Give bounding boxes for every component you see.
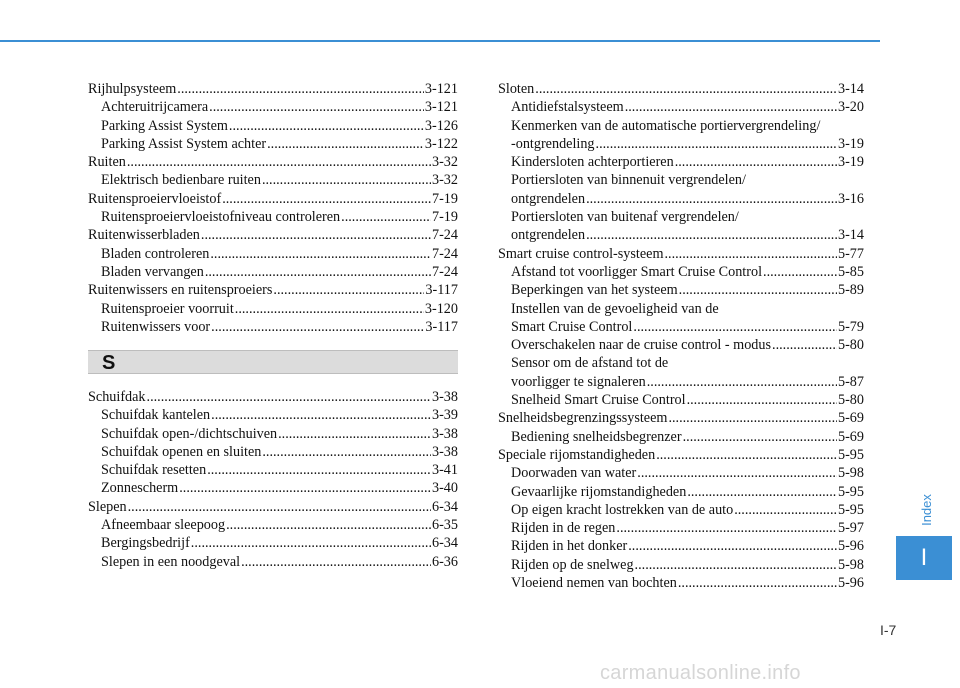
index-entry-page: 7-24 bbox=[431, 263, 458, 280]
leader-dots bbox=[241, 553, 431, 571]
index-subentry bbox=[498, 556, 864, 574]
index-entry-text: Ruitensproeiervloeistof bbox=[88, 190, 222, 207]
index-entry-text: Smart Cruise Control bbox=[511, 318, 633, 335]
index-entry bbox=[498, 245, 864, 263]
index-entry bbox=[88, 226, 458, 244]
index-entry-line bbox=[511, 190, 864, 208]
index-entry-text: Ruitenwissers en ruitensproeiers bbox=[88, 282, 273, 299]
index-subentry bbox=[498, 336, 864, 354]
index-subentry bbox=[88, 300, 458, 318]
index-entry-page: 5-95 bbox=[837, 446, 864, 463]
section-letter-bar bbox=[88, 350, 458, 374]
index-entry-text: Rijden op de snelweg bbox=[511, 556, 634, 573]
index-entry-page: 5-89 bbox=[837, 282, 864, 299]
index-entry-page: 5-97 bbox=[837, 520, 864, 537]
index-entry-page: 3-117 bbox=[425, 318, 458, 335]
index-subentry bbox=[88, 98, 458, 116]
index-entry-page: 6-36 bbox=[431, 553, 458, 570]
index-entry-text: Afneembaar sleepoog bbox=[101, 517, 226, 534]
leader-dots bbox=[205, 263, 431, 281]
index-entry-text: Overschakelen naar de cruise control - modus bbox=[511, 337, 772, 354]
index-entry-line bbox=[511, 373, 864, 391]
index-entry-page: 3-20 bbox=[837, 99, 864, 116]
leader-dots bbox=[687, 483, 837, 501]
index-entry-text: Bladen vervangen bbox=[101, 263, 204, 280]
index-subentry bbox=[88, 425, 458, 443]
leader-dots bbox=[210, 245, 431, 263]
index-entry bbox=[88, 281, 458, 299]
index-list-s-section bbox=[88, 388, 458, 571]
index-entry-line bbox=[511, 135, 864, 153]
index-entry-page: 5-95 bbox=[837, 501, 864, 518]
index-subentry bbox=[88, 461, 458, 479]
index-entry-text: Slepen in een noodgeval bbox=[101, 553, 241, 570]
index-entry-text-first-line: Instellen van de gevoeligheid van de bbox=[511, 300, 719, 317]
index-entry-page: 5-69 bbox=[837, 410, 864, 427]
side-tab-letter[interactable]: I bbox=[896, 536, 952, 580]
index-entry bbox=[498, 208, 864, 245]
index-entry-text: Sloten bbox=[498, 81, 535, 97]
index-entry-page: 3-14 bbox=[837, 227, 864, 244]
index-entry-page: 6-34 bbox=[431, 498, 458, 515]
leader-dots bbox=[535, 80, 837, 98]
index-entry-text: Antidiefstalsysteem bbox=[511, 99, 624, 116]
index-entry bbox=[498, 409, 864, 427]
index-entry-text: Ruitensproeiervloeistofniveau controleren bbox=[101, 209, 341, 226]
index-entry-page: 3-19 bbox=[837, 135, 864, 152]
index-entry-text: Ruitensproeier voorruit bbox=[101, 300, 234, 317]
index-entry-text: Bergingsbedrijf bbox=[101, 535, 190, 552]
index-entry-text-first-line: Portiersloten van buitenaf vergrendelen/ bbox=[511, 209, 739, 226]
leader-dots bbox=[191, 534, 431, 552]
index-entry-text: Rijhulpsysteem bbox=[88, 81, 177, 97]
leader-dots bbox=[222, 190, 431, 208]
leader-dots bbox=[664, 245, 837, 263]
index-entry-page: 5-79 bbox=[837, 318, 864, 335]
index-entry-text: Schuifdak bbox=[88, 389, 146, 405]
index-entry-page: 3-32 bbox=[431, 154, 458, 171]
leader-dots bbox=[262, 171, 431, 189]
index-subentry bbox=[88, 443, 458, 461]
index-entry-text-first-line: Portiersloten van binnenuit vergrendelen/ bbox=[511, 172, 746, 189]
leader-dots bbox=[128, 498, 431, 516]
index-list-right bbox=[498, 80, 864, 592]
index-subentry bbox=[88, 318, 458, 336]
leader-dots bbox=[679, 281, 837, 299]
leader-dots bbox=[201, 226, 431, 244]
leader-dots bbox=[229, 117, 424, 135]
leader-dots bbox=[633, 318, 837, 336]
index-entry-text: Speciale rijomstandigheden bbox=[498, 446, 656, 463]
index-entry-text: Ruitenwissers voor bbox=[101, 318, 211, 335]
leader-dots bbox=[675, 153, 837, 171]
index-subentry bbox=[88, 245, 458, 263]
index-subentry bbox=[88, 208, 458, 226]
leader-dots bbox=[177, 80, 424, 98]
index-entry-page: 3-40 bbox=[431, 480, 458, 497]
leader-dots bbox=[267, 135, 424, 153]
leader-dots bbox=[596, 135, 837, 153]
index-subentry bbox=[88, 553, 458, 571]
index-subentry bbox=[88, 263, 458, 281]
index-entry bbox=[498, 171, 864, 208]
index-entry-line bbox=[511, 226, 864, 244]
index-entry-text: Schuifdak resetten bbox=[101, 462, 207, 479]
leader-dots bbox=[211, 406, 431, 424]
index-entry-text: Schuifdak open-/dichtschuiven bbox=[101, 425, 278, 442]
index-entry-page: 7-19 bbox=[431, 209, 458, 226]
index-entry-text-first-line: Kenmerken van de automatische portiervergrendeling/ bbox=[511, 117, 821, 134]
header-rule bbox=[0, 40, 880, 42]
index-column-left bbox=[88, 80, 458, 336]
leader-dots bbox=[678, 574, 837, 592]
index-subentry bbox=[498, 98, 864, 116]
index-entry-page: 5-80 bbox=[837, 337, 864, 354]
leader-dots bbox=[235, 300, 424, 318]
index-entry bbox=[88, 388, 458, 406]
index-column-right bbox=[498, 80, 864, 592]
index-subentry bbox=[498, 464, 864, 482]
leader-dots bbox=[278, 425, 431, 443]
index-entry-page: 5-98 bbox=[837, 465, 864, 482]
leader-dots bbox=[179, 479, 431, 497]
index-entry-text: Schuifdak openen en sluiten bbox=[101, 443, 262, 460]
index-subentry bbox=[498, 428, 864, 446]
index-entry-text: Ruiten bbox=[88, 154, 126, 171]
index-entry-text: Bediening snelheidsbegrenzer bbox=[511, 428, 682, 445]
index-subentry bbox=[498, 483, 864, 501]
side-tab-label[interactable]: Index bbox=[919, 494, 934, 526]
index-entry-page: 3-19 bbox=[837, 154, 864, 171]
index-subentry bbox=[498, 537, 864, 555]
leader-dots bbox=[628, 537, 837, 555]
index-entry bbox=[88, 153, 458, 171]
index-entry-page: 7-24 bbox=[431, 245, 458, 262]
index-entry-page: 5-77 bbox=[837, 245, 864, 262]
index-entry-text: Vloeiend nemen van bochten bbox=[511, 575, 677, 592]
leader-dots bbox=[127, 153, 431, 171]
leader-dots bbox=[637, 464, 837, 482]
index-entry bbox=[498, 117, 864, 154]
index-entry-page: 5-95 bbox=[837, 483, 864, 500]
index-entry-page: 6-34 bbox=[431, 535, 458, 552]
index-entry-page: 7-19 bbox=[431, 190, 458, 207]
index-entry-page: 3-117 bbox=[425, 282, 458, 299]
index-entry-text: Bladen controleren bbox=[101, 245, 210, 262]
leader-dots bbox=[668, 409, 837, 427]
index-entry-text: Slepen bbox=[88, 498, 127, 515]
index-entry-page: 3-121 bbox=[424, 81, 458, 97]
index-entry-text: Zonnescherm bbox=[101, 480, 179, 497]
index-entry-text: Snelheid Smart Cruise Control bbox=[511, 392, 686, 409]
index-entry-page: 3-122 bbox=[424, 135, 458, 152]
index-entry-text: Op eigen kracht lostrekken van de auto bbox=[511, 501, 734, 518]
index-subentry bbox=[88, 117, 458, 135]
index-entry-page: 3-38 bbox=[431, 389, 458, 405]
index-entry-text: Rijden in het donker bbox=[511, 538, 628, 555]
index-entry-page: 3-38 bbox=[431, 425, 458, 442]
leader-dots bbox=[763, 263, 837, 281]
index-entry-text: Snelheidsbegrenzingssysteem bbox=[498, 410, 668, 427]
index-entry-page: 3-120 bbox=[424, 300, 458, 317]
index-entry-page: 3-41 bbox=[431, 462, 458, 479]
leader-dots bbox=[209, 98, 424, 116]
index-entry-text: Schuifdak kantelen bbox=[101, 407, 211, 424]
leader-dots bbox=[586, 190, 837, 208]
section-letter: S bbox=[102, 352, 116, 374]
index-entry-page: 5-96 bbox=[837, 575, 864, 592]
index-subentry bbox=[498, 574, 864, 592]
leader-dots bbox=[656, 446, 837, 464]
index-entry-page: 3-126 bbox=[424, 117, 458, 134]
index-entry-text: Beperkingen van het systeem bbox=[511, 282, 678, 299]
index-subentry bbox=[88, 534, 458, 552]
index-entry-page: 5-98 bbox=[837, 556, 864, 573]
index-entry-text: ontgrendelen bbox=[511, 190, 586, 207]
index-entry-page: 3-16 bbox=[837, 190, 864, 207]
index-entry-text: Doorwaden van water bbox=[511, 465, 637, 482]
index-subentry bbox=[498, 501, 864, 519]
index-subentry bbox=[88, 406, 458, 424]
index-entry-text: voorligger te signaleren bbox=[511, 373, 646, 390]
index-entry-page: 3-38 bbox=[431, 443, 458, 460]
index-subentry bbox=[498, 519, 864, 537]
index-entry bbox=[498, 300, 864, 337]
index-entry-text: Parking Assist System bbox=[101, 117, 228, 134]
index-entry bbox=[498, 354, 864, 391]
index-subentry bbox=[88, 171, 458, 189]
leader-dots bbox=[687, 391, 837, 409]
index-entry-page: 5-85 bbox=[837, 263, 864, 280]
index-subentry bbox=[498, 391, 864, 409]
index-entry-page: 5-80 bbox=[837, 392, 864, 409]
leader-dots bbox=[616, 519, 837, 537]
index-entry-text: Gevaarlijke rijomstandigheden bbox=[511, 483, 687, 500]
index-entry-page: 3-32 bbox=[431, 172, 458, 189]
index-subentry bbox=[498, 153, 864, 171]
leader-dots bbox=[273, 281, 424, 299]
index-entry-text: -ontgrendeling bbox=[511, 135, 595, 152]
leader-dots bbox=[635, 556, 837, 574]
index-entry-page: 5-87 bbox=[837, 373, 864, 390]
leader-dots bbox=[734, 501, 837, 519]
index-subentry bbox=[88, 479, 458, 497]
index-entry-text: Smart cruise control-systeem bbox=[498, 245, 664, 262]
index-subentry bbox=[498, 281, 864, 299]
index-entry-text: ontgrendelen bbox=[511, 227, 586, 244]
index-entry bbox=[498, 80, 864, 98]
leader-dots bbox=[226, 516, 431, 534]
index-entry-page: 5-69 bbox=[837, 428, 864, 445]
index-entry-text: Kindersloten achterportieren bbox=[511, 154, 674, 171]
index-entry-line bbox=[511, 318, 864, 336]
leader-dots bbox=[625, 98, 837, 116]
index-entry-text: Afstand tot voorligger Smart Cruise Control bbox=[511, 263, 763, 280]
leader-dots bbox=[262, 443, 431, 461]
leader-dots bbox=[147, 388, 431, 406]
index-entry bbox=[88, 498, 458, 516]
index-entry bbox=[498, 446, 864, 464]
index-entry-text: Ruitenwisserbladen bbox=[88, 227, 200, 244]
leader-dots bbox=[647, 373, 837, 391]
leader-dots bbox=[586, 226, 837, 244]
index-entry-page: 3-121 bbox=[424, 99, 458, 116]
watermark: carmanualsonline.info bbox=[600, 662, 801, 684]
index-entry-text: Elektrisch bedienbare ruiten bbox=[101, 172, 261, 189]
index-entry-page: 7-24 bbox=[431, 227, 458, 244]
index-entry bbox=[88, 190, 458, 208]
index-entry-text: Achteruitrijcamera bbox=[101, 99, 209, 116]
index-entry-text: Rijden in de regen bbox=[511, 520, 616, 537]
leader-dots bbox=[207, 461, 431, 479]
index-subentry bbox=[498, 263, 864, 281]
index-entry-page: 5-96 bbox=[837, 538, 864, 555]
index-subentry bbox=[88, 516, 458, 534]
index-column-left-s bbox=[88, 388, 458, 571]
index-entry-page: 3-39 bbox=[431, 407, 458, 424]
index-entry-text-first-line: Sensor om de afstand tot de bbox=[511, 355, 669, 372]
index-entry-page: 6-35 bbox=[431, 517, 458, 534]
leader-dots bbox=[683, 428, 837, 446]
leader-dots bbox=[772, 336, 837, 354]
page-number: I-7 bbox=[880, 622, 897, 638]
index-entry-page: 3-14 bbox=[837, 81, 864, 97]
index-subentry bbox=[88, 135, 458, 153]
index-list-r-section bbox=[88, 80, 458, 336]
index-entry-text: Parking Assist System achter bbox=[101, 135, 267, 152]
leader-dots bbox=[211, 318, 424, 336]
leader-dots bbox=[341, 208, 431, 226]
index-entry bbox=[88, 80, 458, 98]
